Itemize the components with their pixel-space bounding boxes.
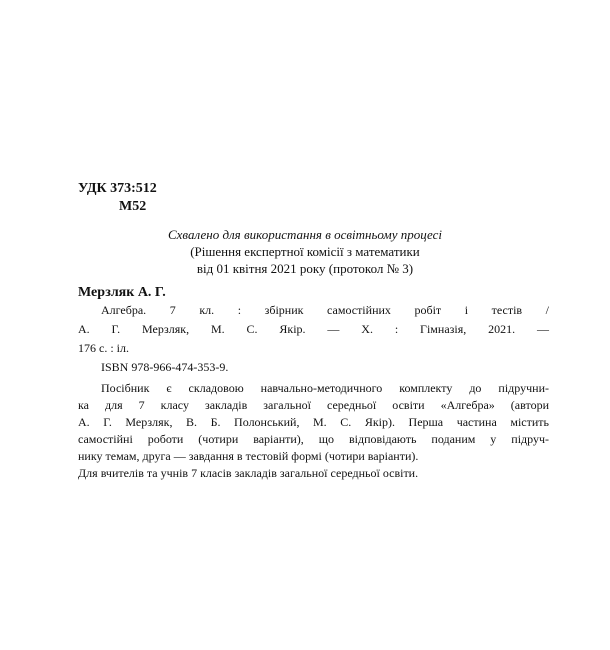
udk-code: УДК 373:512 <box>78 181 157 196</box>
annotation-line-2: ка для 7 класу закладів загальної середньої освіти «Алгебра» (автори <box>78 398 549 412</box>
author-name: Мерзляк А. Г. <box>78 285 166 300</box>
annotation-line-1: Посібник є складовою навчально-методичного комплекту до підручни- <box>101 381 549 395</box>
annotation-line-6: Для вчителів та учнів 7 класів закладів загальної середньої освіти. <box>78 466 419 480</box>
approval-line-1: Схвалено для використання в освітньому процесі <box>167 227 443 242</box>
bibliographic-line-1: Алгебра. 7 кл. : збірник самостійних робіт і тестів / <box>101 303 549 317</box>
classification-code: М52 <box>119 199 147 214</box>
annotation-line-4: самостійні роботи (чотири варіанти), що відповідають поданим у підруч- <box>78 432 549 446</box>
annotation-line-5: нику темам, друга — завдання в тестовій формі (чотири варіанти). <box>78 449 419 463</box>
approval-line-2: (Рішення експертної комісії з математики <box>190 244 420 259</box>
bibliographic-line-3: 176 с. : іл. <box>78 341 129 355</box>
isbn: ISBN 978-966-474-353-9. <box>101 360 229 374</box>
annotation-line-3: А. Г. Мерзляк, В. Б. Полонський, М. С. Якір). Перша частина містить <box>78 415 549 429</box>
bibliographic-line-2: А. Г. Мерзляк, М. С. Якір. — Х. : Гімназія, 2021. — <box>78 322 549 336</box>
approval-line-3: від 01 квітня 2021 року (протокол № 3) <box>196 261 414 276</box>
